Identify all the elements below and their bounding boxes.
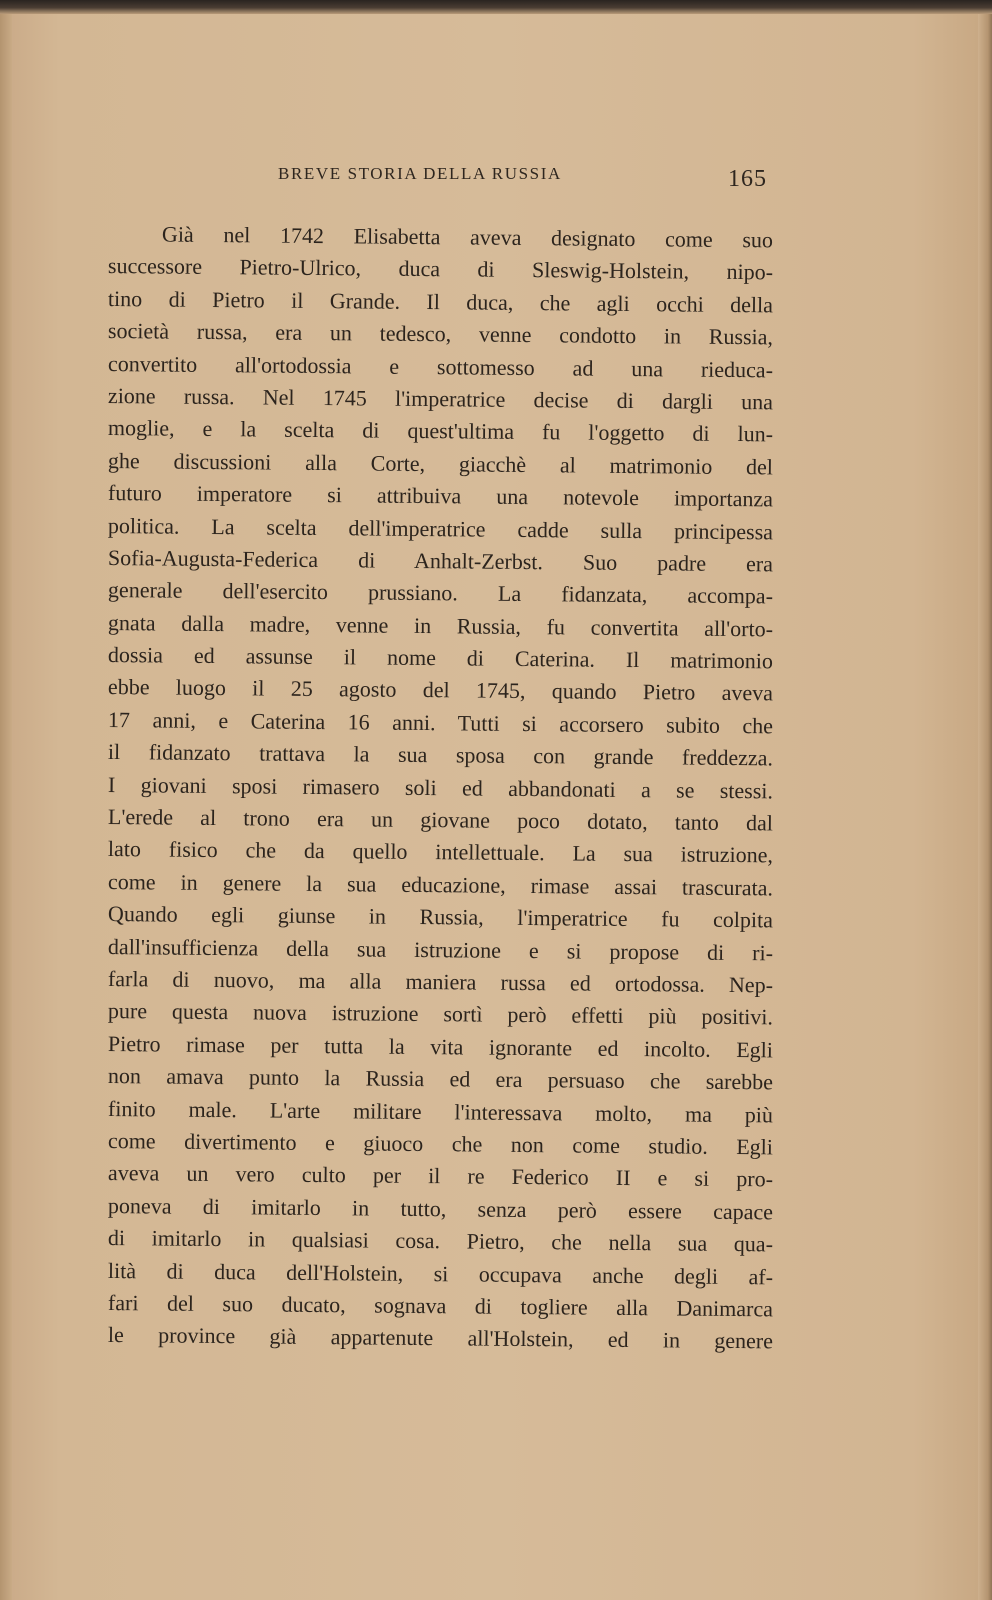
text-line: successore Pietro-Ulrico, duca di Sleswig-Holstein, nipo-	[107, 253, 774, 285]
text-line: società russa, era un tedesco, venne condotto in Russia,	[107, 318, 774, 350]
text-line: Pietro rimase per tutta la vita ignorante ed incolto. Egli	[107, 1030, 774, 1063]
text-line: zione russa. Nel 1745 l'imperatrice decise di dargli una	[107, 382, 774, 415]
text-line: di imitarlo in qualsiasi cosa. Pietro, che nella sua qua-	[107, 1225, 774, 1257]
page-left-edge	[0, 14, 12, 1600]
body-text	[108, 218, 773, 1352]
text-line: ghe discussioni alla Corte, giacchè al matrimonio del	[107, 447, 774, 480]
text-line: ebbe luogo il 25 agosto del 1745, quando Pietro aveva	[107, 674, 774, 706]
text-line: lità di duca dell'Holstein, si occupava anche degli af-	[107, 1257, 774, 1289]
text-line: moglie, e la scelta di quest'ultima fu l'oggetto di lun-	[107, 415, 774, 447]
text-line: poneva di imitarlo in tutto, senza però essere capace	[107, 1192, 774, 1225]
text-line: pure questa nuova istruzione sortì però effetti più positivi.	[107, 998, 774, 1030]
text-line: dall'insufficienza della sua istruzione e si propose di ri-	[107, 933, 774, 965]
text-line: tino di Pietro il Grande. Il duca, che agli occhi della	[107, 285, 774, 318]
text-line: gnata dalla madre, venne in Russia, fu convertita all'orto-	[107, 609, 774, 642]
text-line: generale dell'esercito prussiano. La fidanzata, accompa-	[107, 577, 774, 609]
text-line: non amava punto la Russia ed era persuaso che sarebbe	[107, 1063, 774, 1095]
text-line: Già nel 1742 Elisabetta aveva designato come suo	[161, 221, 774, 253]
text-line: I giovani sposi rimasero soli ed abbandonati a se stessi.	[107, 771, 774, 804]
text-line: le province già appartenute all'Holstein, ed in genere	[107, 1322, 774, 1354]
text-line: convertito all'ortodossia e sottomesso ad una rieduca-	[107, 350, 774, 382]
text-line: 17 anni, e Caterina 16 anni. Tutti si accorsero subito che	[107, 706, 774, 739]
text-line: farla di nuovo, ma alla maniera russa ed ortodossa. Nep-	[107, 965, 774, 998]
text-line: aveva un vero culto per il re Federico II e si pro-	[107, 1160, 774, 1192]
text-line: Sofia-Augusta-Federica di Anhalt-Zerbst. Suo padre era	[107, 544, 774, 577]
text-line: il fidanzato trattava la sua sposa con grande freddezza.	[107, 739, 774, 771]
page-right-edge	[978, 14, 992, 1600]
text-line: futuro imperatore si attribuiva una notevole importanza	[107, 480, 774, 512]
page-top-edge	[0, 0, 992, 14]
text-line: Quando egli giunse in Russia, l'imperatrice fu colpita	[107, 901, 774, 933]
text-line: politica. La scelta dell'imperatrice cadde sulla principessa	[107, 512, 774, 544]
text-line: fari del suo ducato, sognava di togliere alla Danimarca	[107, 1289, 774, 1322]
text-line: come in genere la sua educazione, rimase assai trascurata.	[107, 868, 774, 901]
text-line: come divertimento e giuoco che non come studio. Egli	[107, 1127, 774, 1160]
text-line: lato fisico che da quello intellettuale. La sua istruzione,	[107, 836, 774, 868]
text-line: L'erede al trono era un giovane poco dotato, tanto dal	[107, 804, 774, 836]
text-line: finito male. L'arte militare l'interessava molto, ma più	[107, 1095, 774, 1127]
running-title: BREVE STORIA DELLA RUSSIA	[278, 164, 562, 183]
page-number: 165	[728, 166, 767, 192]
text-line: dossia ed assunse il nome di Caterina. Il matrimonio	[107, 642, 774, 674]
